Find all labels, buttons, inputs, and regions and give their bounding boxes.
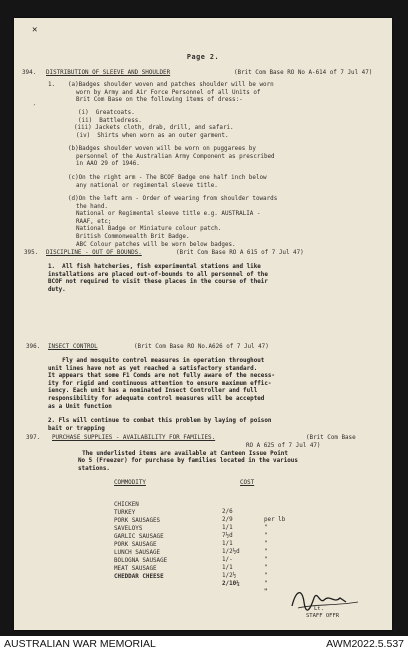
commodity-unit: per lb <box>264 516 286 523</box>
item-394-list-item: (iv) Shirts when worn as an outer garment. <box>76 132 229 139</box>
item-395-heading: DISCIPLINE - OUT OF BOUNDS. <box>46 250 142 256</box>
commodity-cost: 2/9 <box>222 517 233 524</box>
item-396-line: ity for rigid and continuous attention to ensure maximum effic- <box>48 380 272 387</box>
item-395-line: BCOF not required to visit these places in the course of their <box>48 279 268 286</box>
document-page <box>14 18 392 630</box>
commodity-cost: 1/2½d <box>222 549 240 556</box>
item-394-para-d-line: ABC Colour patches will be worn below badges. <box>76 241 236 248</box>
commodity-cost: 1/1 <box>222 525 233 532</box>
commodity-unit: " <box>264 524 268 531</box>
commodity-name: TURKEY <box>114 509 136 516</box>
commodity-cost: 2/6 <box>222 509 233 516</box>
commodity-unit: " <box>264 564 268 571</box>
item-394-para-b-line: in AAO 29 of 1946. <box>76 161 140 168</box>
commodity-cost: 1/- <box>222 557 233 564</box>
handwritten-x-mark: ✕ <box>32 25 38 35</box>
commodity-cost: 7½d <box>222 533 233 540</box>
item-397-reference: (Brit Com Base <box>306 435 356 441</box>
commodity-name: PORK SAUSAGES <box>114 517 161 524</box>
item-396-number: 396. <box>26 344 41 350</box>
item-397-line: The underlisted items are available at Canteen Issue Point <box>68 450 288 457</box>
table-header-commodity: COMMODITY <box>114 480 146 486</box>
commodity-name: MEAT SAUSAGE <box>114 565 157 572</box>
item-396-line: bait or trapping <box>48 425 105 432</box>
commodity-name: BOLOGNA SAUSAGE <box>114 557 168 564</box>
institution-name: AUSTRALIAN WAR MEMORIAL <box>4 638 156 650</box>
item-397-line: No 5 (Freezer) for purchase by families located in the various <box>78 458 298 465</box>
commodity-cost: 1/2½ <box>222 573 237 580</box>
commodity-name: CHICKEN <box>114 501 139 508</box>
commodity-unit: " <box>264 556 268 563</box>
item-394-number: 394. <box>22 70 37 76</box>
item-396-heading: INSECT CONTROL <box>48 344 98 350</box>
item-397-heading: PURCHASE SUPPLIES - AVAILABILITY FOR FAMILIES. <box>52 435 216 441</box>
item-396-line: It appears that some F1 Comds are not fully aware of the necess- <box>48 373 275 380</box>
item-394-heading: DISTRIBUTION OF SLEEVE AND SHOULDER <box>46 70 171 76</box>
commodity-name: LUNCH SAUSAGE <box>114 549 161 556</box>
item-394-para-d-line: British Commonwealth Brit Badge. <box>76 234 190 240</box>
item-397-number: 397. <box>26 435 41 441</box>
item-394-para-d-line: RAAF, etc; <box>76 218 112 225</box>
item-394-reference: (Brit Com Base RO No A-614 of 7 Jul 47) <box>234 70 373 76</box>
signature-title: STAFF OFFR <box>306 613 340 619</box>
item-394-para-c-line: (c)On the right arm - The BCOF Badge one half inch below <box>68 175 267 181</box>
item-394-list-item: (i) Greatcoats. <box>78 110 135 116</box>
commodity-unit: " <box>264 548 268 555</box>
item-395-line: 1. All fish hatcheries, fish experimental stations and like <box>48 264 261 270</box>
item-396-line: responsibility for adequate control measures will be accepted <box>48 396 265 402</box>
item-394-para-b-line: (b)Badges shoulder woven will be worn on puggarees by <box>68 146 256 152</box>
item-394-subnumber: 1. <box>48 82 56 88</box>
commodity-unit: " <box>264 540 268 547</box>
item-396-line: unit lines have not as yet reached a satisfactory standard. <box>48 365 258 372</box>
item-396-line: 2. Fls will continue to combat this problem by laying of poison <box>48 418 272 424</box>
accession-number: AWM2022.5.537 <box>326 638 404 650</box>
item-396-reference: (Brit Com Base RO No.A626 of 7 Jul 47) <box>134 344 269 350</box>
signature-rank: Lt. <box>314 606 324 612</box>
commodity-name: CHEDDAR CHEESE <box>114 573 164 580</box>
commodity-unit: " <box>264 532 268 539</box>
item-394-para-c-line: any national or regimental sleeve title. <box>76 182 218 189</box>
archive-footer <box>0 636 408 653</box>
item-394-list-item: (ii) Battledress. <box>78 117 142 124</box>
item-394-para-a-line: worn by Army and Air Force Personnel of all Units of <box>76 89 261 96</box>
commodity-unit: " <box>264 572 268 579</box>
commodity-table <box>114 494 354 595</box>
commodity-cost: 2/10¼ <box>222 581 240 588</box>
item-394-para-d-line: the hand. <box>76 203 108 210</box>
item-396-line: iency. Each unit has a nominated Insect Controller and full <box>48 388 258 395</box>
item-396-line: Fly and mosquito control measures in operation throughout <box>48 358 265 364</box>
item-394-list-item: (iii) Jackets cloth, drab, drill, and safari. <box>74 125 234 132</box>
commodity-cost: 1/1 <box>222 565 233 572</box>
item-394-para-d-line: National or Regimental sleeve title e.g. AUSTRALIA - <box>76 211 261 218</box>
item-397-reference-cont: RO A 625 of 7 Jul 47) <box>246 442 321 449</box>
item-394-para-a-line: (a)Badges shoulder woven and patches shoulder will be worn <box>68 82 274 88</box>
item-394-para-b-line: personnel of the Australian Army Component as prescribed <box>76 153 275 160</box>
commodity-name: SAVELOYS <box>114 525 143 532</box>
item-395-number: 395. <box>24 250 39 256</box>
item-397-line: stations. <box>78 465 110 472</box>
table-header-cost: COST <box>240 480 255 486</box>
item-394-para-d-line: National Badge or Miniature colour patch. <box>76 226 222 233</box>
item-395-line: duty. <box>48 286 66 293</box>
item-395-reference: (Brit Com Base RO A 615 of 7 Jul 47) <box>176 250 304 256</box>
page-title: Page 2. <box>186 53 220 61</box>
commodity-unit: " <box>264 588 268 595</box>
item-395-line: installations are placed out-of-bounds to all personnel of the <box>48 271 268 278</box>
margin-tick-mark: ′ <box>32 103 37 112</box>
commodity-name: PORK SAUSAGE <box>114 541 157 548</box>
commodity-unit: " <box>264 580 268 587</box>
commodity-name: GARLIC SAUSAGE <box>114 533 164 540</box>
item-394-para-d-line: (d)On the left arm - Order of wearing from shoulder towards <box>68 196 278 202</box>
item-394-para-a-line: Brit Com Base on the following items of dress:- <box>76 97 243 104</box>
commodity-cost: 1/1 <box>222 541 233 548</box>
item-396-line: as a Unit function <box>48 403 112 410</box>
handwritten-signature <box>284 584 374 614</box>
